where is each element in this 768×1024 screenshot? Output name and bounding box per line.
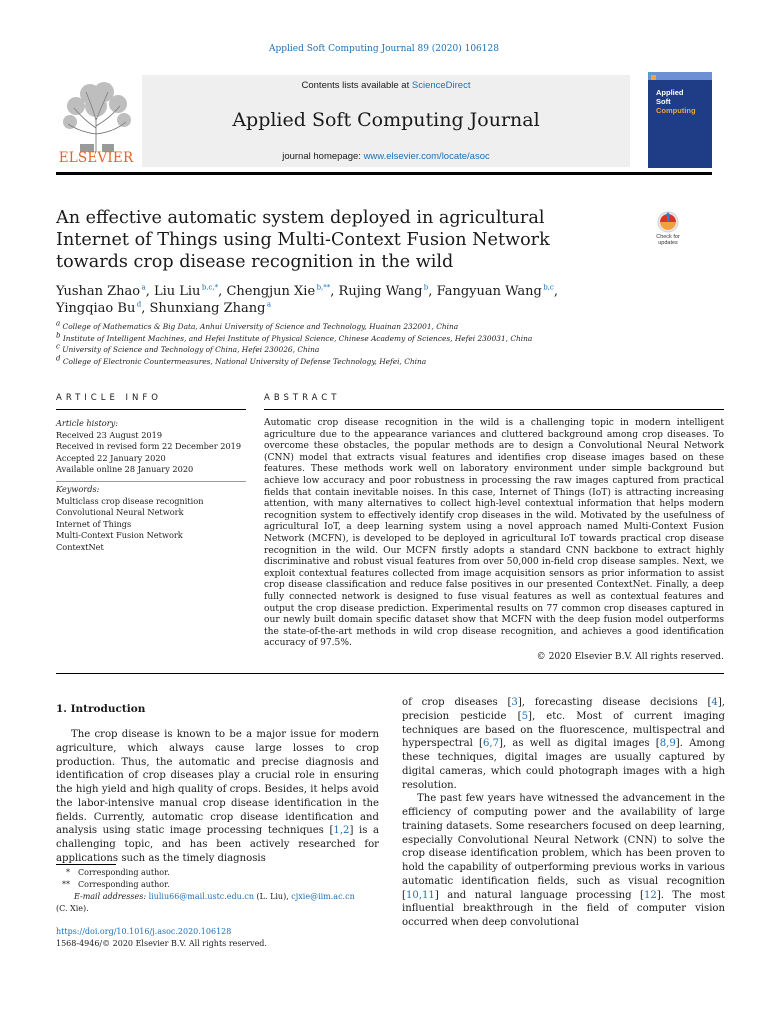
text-run: The past few years have witnessed the advancement in the efficiency of computing power and the availability of large training datasets. Some researchers focused on deep learning, especially Convolutional Neural Network (CNN) to solve the crop disease identification problem, which has been proven to hold the capability of outperforming previous works in various automatic identification fields, such as visual recognition [ [402, 793, 725, 901]
article-history [56, 418, 246, 476]
author-separator: , [218, 284, 227, 299]
journal-homepage-link[interactable]: www.elsevier.com/locate/asoc [363, 151, 490, 162]
cover-line-3: Computing [656, 106, 696, 115]
keyword-item: Internet of Things [56, 518, 132, 529]
keywords [56, 484, 246, 553]
author-separator: , [330, 284, 339, 299]
article-info-rule [56, 409, 246, 410]
elsevier-wordmark: ELSEVIER [58, 150, 134, 166]
author-affiliation-mark[interactable]: b [422, 283, 429, 292]
corresponding-author-2 [56, 879, 379, 891]
history-revised: Received in revised form 22 December 2019 [56, 441, 242, 451]
cover-title [656, 88, 696, 115]
history-accepted: Accepted 22 January 2020 [56, 452, 166, 463]
author-name[interactable]: Yushan Zhao [56, 284, 141, 299]
text-run: ], etc. Most of current imaging techniques are based on the fluorescence, multispectral and hyperspectral [ [402, 710, 725, 750]
history-online: Available online 28 January 2020 [56, 464, 194, 474]
header-divider [56, 172, 712, 175]
citation-link[interactable]: 5 [521, 710, 528, 722]
introduction-heading: 1. Introduction [56, 703, 146, 715]
footnotes [56, 867, 379, 915]
keyword-item: Convolutional Neural Network [56, 507, 184, 517]
paper-title: An effective automatic system deployed in agricultural Internet of Things using Multi-Context Fusion Network towards crop disease recognition in the wild [56, 208, 550, 272]
email-owner-xie: (C. Xie). [56, 904, 89, 913]
affiliation-mark: c [56, 342, 60, 351]
author-separator: , [141, 301, 150, 316]
affiliation-list [56, 321, 696, 367]
text-run: ], precision pesticide [ [402, 697, 726, 722]
text-run: ], as well as digital images [ [499, 738, 660, 750]
author-name[interactable]: Fangyuan Wang [436, 284, 542, 299]
keywords-divider [56, 481, 246, 482]
citation-link[interactable]: 1,2 [333, 825, 350, 837]
author-affiliation-mark[interactable]: d [135, 300, 142, 309]
author-separator: , [145, 284, 154, 299]
author-affiliation-mark[interactable]: b,c,* [200, 283, 219, 292]
left-column [56, 728, 379, 866]
intro-paragraph-2 [402, 792, 725, 930]
text-run: ] and natural language processing [ [434, 889, 644, 901]
author-name[interactable]: Rujing Wang [338, 284, 423, 299]
author-affiliation-mark[interactable]: a [140, 283, 146, 292]
journal-title: Applied Soft Computing Journal [232, 109, 540, 131]
crossmark-line-1: Check for [656, 234, 680, 240]
sciencedirect-link[interactable]: ScienceDirect [411, 80, 471, 91]
issn-line: 1568-4946/© 2020 Elsevier B.V. All rights reserved. [56, 938, 267, 948]
journal-cover-thumbnail[interactable] [648, 72, 712, 168]
affiliation-item [56, 344, 696, 356]
affiliation-text: Institute of Intelligent Machines, and Hefei Institute of Physical Science, Chinese Academy of Sciences, Hefei 230031, China [60, 333, 533, 343]
cover-line-1: Applied [656, 88, 684, 97]
email-link-liu[interactable]: liuliu66@mail.ustc.edu.cn [148, 892, 254, 901]
footnote-text: Corresponding author. [78, 868, 170, 877]
journal-reference[interactable]: Applied Soft Computing Journal 89 (2020) 106128 [269, 44, 499, 54]
cover-line-2: Soft [656, 97, 671, 106]
doi-link[interactable]: https://doi.org/10.1016/j.asoc.2020.106128 [56, 927, 232, 936]
cover-publisher-icon [651, 75, 656, 80]
author-name[interactable]: Liu Liu [153, 284, 201, 299]
homepage-line [142, 151, 630, 162]
intro-paragraph-1 [56, 728, 379, 866]
keyword-item: Multiclass crop disease recognition [56, 495, 204, 506]
affiliation-item [56, 333, 696, 345]
keywords-title: Keywords: [56, 484, 100, 494]
email-label: E-mail addresses: [74, 892, 147, 901]
email-link-xie[interactable]: cjxie@iim.ac.cn [291, 892, 355, 901]
homepage-prefix: journal homepage: [282, 151, 364, 162]
crossmark-icon [648, 210, 688, 234]
crossmark-line-2: updates [658, 240, 678, 246]
cover-top-strip [648, 72, 712, 80]
crossmark-label [648, 234, 688, 246]
affiliation-text: College of Mathematics & Big Data, Anhui University of Science and Technology, Huainan 232001, China [60, 322, 459, 331]
email-addresses [56, 891, 379, 903]
footnote-mark: ** [62, 880, 70, 889]
email-owner-liu: (L. Liu), [254, 892, 292, 901]
author-affiliation-mark[interactable]: b,** [315, 283, 331, 292]
author-name[interactable]: Yingqiao Bu [56, 301, 136, 316]
citation-link[interactable]: 10,11 [405, 889, 435, 901]
keyword-item: Multi-Context Fusion Network [56, 530, 183, 540]
affiliation-item [56, 356, 696, 368]
corresponding-author-1 [56, 867, 379, 879]
author-name[interactable]: Chengjun Xie [226, 284, 316, 299]
front-matter-rule [56, 673, 724, 674]
citation-link[interactable]: 6,7 [482, 738, 500, 750]
affiliation-mark: a [56, 319, 61, 328]
journal-header-band [142, 75, 630, 167]
intro-paragraph-1-cont [402, 696, 725, 792]
masthead [56, 72, 632, 168]
abstract-rule [264, 409, 724, 410]
article-history-title: Article history: [56, 418, 118, 428]
text-run: ] is a challenging topic, and has been actively researched for applications such as the timely diagnosis [56, 825, 379, 864]
article-info-heading: ARTICLE INFO [56, 393, 162, 403]
affiliation-mark: b [56, 331, 61, 340]
right-column [402, 696, 725, 930]
author-separator: , [553, 284, 558, 299]
author-separator: , [428, 284, 437, 299]
check-for-updates-badge[interactable] [648, 210, 688, 250]
author-affiliation-mark[interactable]: a [265, 300, 272, 309]
abstract-text: Automatic crop disease recognition in the wild is a challenging topic in modern intelligent agriculture due to the appearance variances and cluttered background among crop diseases. To overcome these obstacles, the popular methods are to design a Convolutional Neural Network (CNN) model that extracts visual features and identifies crop disease images based on these features. These methods work well on laboratory environment under simple background but achieve low accuracy and poor robustness in processing the raw images captured from practical fields that contain inevitable noises. In this case, Internet of Things (IoT) is attracting increasing attention, with many alternatives to collect high-level contextual information that helps modern recognition system to effectively identify crop diseases in the wild. Motivated by the usefulness of agricultural IoT, a deep learning system using a novel approach named Multi-Context Fusion Network (MCFN), is developed to be deployed in agricultural IoT towards practical crop disease recognition in the wild. Our MCFN firstly adopts a standard CNN backbone to extract highly discriminative and robust visual features from over 50,000 in-field crop disease samples. Next, we exploit contextual features collected from image acquisition sensors as prior information to assist crop disease classification and reduce false positives in our presented ContextNet. Finally, a deep fully connected network is designed to fuse visual features as well as contextual features and output the crop disease prediction. Experimental results on 77 common crop diseases captured in our newly built domain specific dataset show that MCFN with the deep fusion model outperforms the state-of-the-art methods in wild crop disease recognition, and achieves a good identification accuracy of 97.5%. [264, 418, 724, 649]
affiliation-text: University of Science and Technology of China, Hefei 230026, China [59, 345, 320, 354]
citation-link[interactable]: 4 [711, 697, 718, 708]
citation-link[interactable]: 8,9 [659, 738, 676, 750]
footnote-text: Corresponding author. [78, 880, 170, 889]
citation-link[interactable]: 3 [511, 697, 518, 708]
contents-prefix: Contents lists available at [301, 80, 412, 91]
affiliation-item [56, 321, 696, 333]
copyright-notice: © 2020 Elsevier B.V. All rights reserved. [536, 652, 724, 662]
author-list [56, 283, 696, 317]
text-run: ]. Among these techniques, digital images are usually captured by digital cameras, which could photograph images with a high resolution. [402, 738, 725, 791]
footnote-rule [56, 864, 116, 865]
text-run: of crop diseases [ [402, 697, 512, 708]
footnote-mark: * [66, 868, 70, 877]
author-name[interactable]: Shunxiang Zhang [149, 301, 266, 316]
abstract-heading: ABSTRACT [264, 393, 341, 403]
history-received: Received 23 August 2019 [56, 429, 163, 440]
doi-block [56, 926, 379, 949]
text-run: ], forecasting disease decisions [ [517, 697, 712, 708]
citation-link[interactable]: 12 [643, 889, 657, 901]
text-run: The crop disease is known to be a major issue for modern agriculture, which always cause large losses to crop production. Thus, the automatic and precise diagnosis and identification of crop diseases play a crucial role in ensuring the high yield and high quality of crops. Besides, it helps avoid the labor-intensive manual crop disease identification in the fields. Currently, automatic crop disease identification and analysis using static image processing techniques [ [56, 729, 379, 837]
author-affiliation-mark[interactable]: b,c [541, 283, 554, 292]
text-run: ]. The most influential breakthrough in the field of computer vision occurred when deep convolutional [402, 889, 726, 928]
keyword-item: ContextNet [56, 541, 104, 552]
affiliation-text: College of Electronic Countermeasures, National University of Defense Technology, Hefei, China [60, 356, 427, 366]
contents-line [142, 80, 630, 91]
affiliation-mark: d [56, 354, 61, 363]
